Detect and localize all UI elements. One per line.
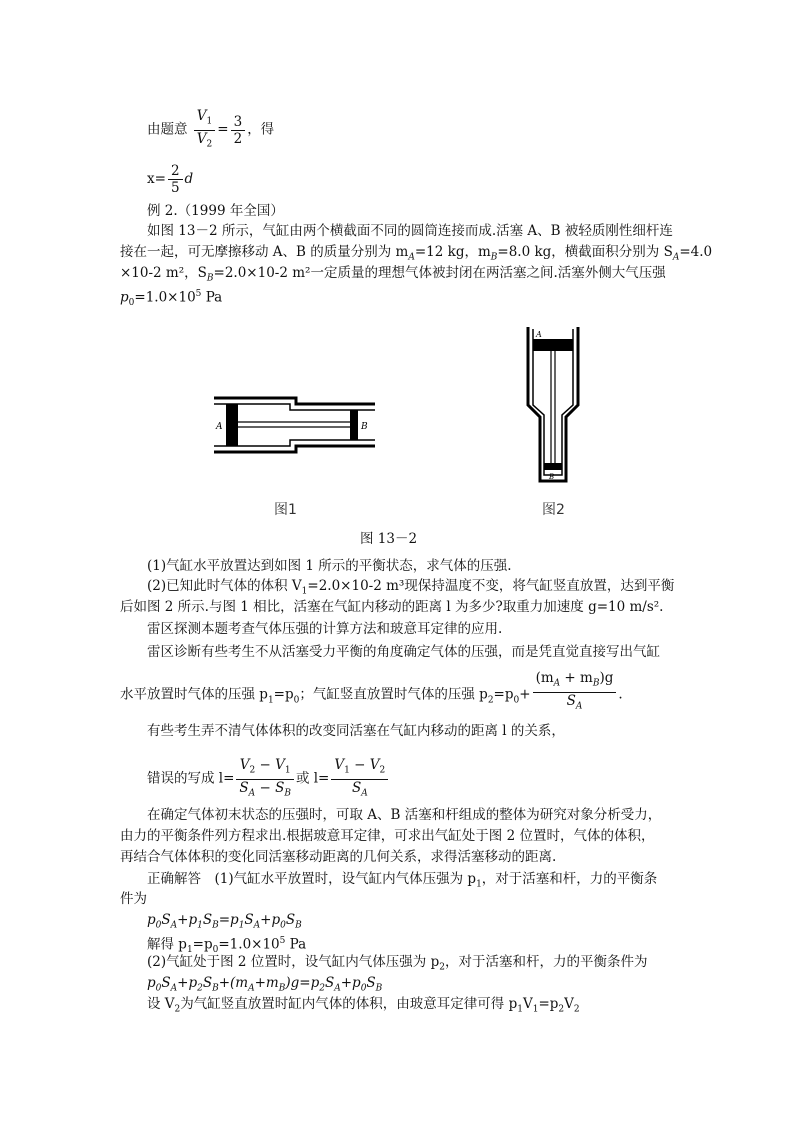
solution-line-4: 解得 $p_1=p_0=1.0\times 10^5$ Pa	[147, 936, 307, 956]
question-2-line-1: (2)已知此时气体的体积 $V_1=2.0\times 10-2$ m³现保持温度不变，将气缸竖直放置，达到平衡	[147, 578, 675, 597]
example-heading: 例 2.（1999 年全国）	[147, 203, 284, 219]
some-students-line: 有些考生弄不清气体体积的改变同活塞在气缸内移动的距离 l 的关系，	[147, 723, 565, 739]
solution-line-2: 件为	[120, 891, 147, 907]
ratio-suffix: ，得	[247, 121, 275, 138]
problem-line-2: 接在一起，可无摩擦移动 A、B 的质量分别为 $m_A=12$ kg，$m_B=8.0$ kg，横截面积分别为 $S_A=4.0$	[120, 244, 713, 263]
equation-2: $p_0S_A+p_2S_B+(m_A+m_B)g=p_2S_A+p_0S_B$	[147, 975, 383, 994]
solution-line-5: (2)气缸处于图 2 位置时，设气缸内气体压强为 $p_2$，对于活塞和杆，力的平衡条件为	[147, 954, 648, 973]
x-result-line: x= $\frac{2}{5}$ d	[147, 163, 194, 196]
ratio-line: 由题意 $\frac{V_1}{V_2}$ = $\frac{3}{2}$ ，得	[147, 108, 274, 152]
wrong-fraction-2: $\frac{V_1 - V_2}{S_A}$	[331, 757, 388, 801]
solution-line-7: 设 $V_2$为气缸竖直放置时缸内气体的体积，由玻意耳定律可得 $p_1V_1=p_2V_2$	[147, 996, 580, 1015]
figure-2-label: 图2	[542, 502, 565, 518]
wrong-fraction-1: $\frac{V_2 - V_1}{S_A - S_B}$	[236, 757, 294, 801]
problem-line-4: $p_0=1.0\times 10^5$ Pa	[120, 289, 223, 309]
trap-probe: 雷区探测本题考查气体压强的计算方法和玻意耳定律的应用.	[147, 621, 503, 637]
trap-diagnosis-line-1: 雷区诊断有些考生不从活塞受力平衡的角度确定气体的压强，而是凭直觉直接写出气缸	[147, 644, 660, 660]
establish-line-2: 由力的平衡条件列方程求出.根据玻意耳定律，可求出气缸处于图 2 位置时，气体的体积，	[120, 828, 655, 844]
svg-text:B: B	[361, 422, 368, 432]
figure-1-horizontal-cylinder	[210, 390, 380, 460]
question-1: (1)气缸水平放置达到如图 1 所示的平衡状态，求气体的压强.	[147, 558, 512, 574]
solution-line-1: 正确解答 (1)气缸水平放置时，设气缸内气体压强为 $p_1$，对于活塞和杆，力的平衡条	[147, 871, 658, 890]
x-prefix: x=	[147, 171, 166, 187]
svg-text:A: A	[536, 330, 542, 339]
establish-line-3: 再结合气体体积的变化同活塞移动距离的几何关系，求得活塞移动的距离.	[120, 849, 557, 865]
trap-diagnosis-line-2: 水平放置时气体的压强 $p_1=p_0$；气缸竖直放置时气体的压强 $p_2=p_0+$ $\frac{(m_A + m_B)g}{S_A}$ .	[120, 670, 623, 714]
problem-line-3: ×10-2 m²，$S_B=2.0\times 10-2$ m²一定质量的理想气体被封闭在两活塞之间.活塞外侧大气压强	[120, 265, 666, 284]
ratio-prefix: 由题意	[147, 121, 188, 138]
pressure-fraction: $\frac{(m_A + m_B)g}{S_A}$	[533, 670, 617, 714]
figure-2-vertical-cylinder	[522, 325, 584, 485]
svg-text:A: A	[216, 422, 223, 432]
figure-caption: 图 13－2	[360, 531, 418, 547]
three-halves-fraction: $\frac{3}{2}$	[231, 114, 246, 147]
equation-1: $p_0S_A+p_1S_B=p_1S_A+p_0S_B$	[147, 912, 302, 931]
figure-1-label: 图1	[274, 502, 297, 518]
v-ratio-fraction: $\frac{V_1}{V_2}$	[194, 108, 215, 152]
question-2-line-2: 后如图 2 所示.与图 1 相比，活塞在气缸内移动的距离 l 为多少?取重力加速度 g=10 m/s².	[120, 599, 664, 615]
establish-line-1: 在确定气体初末状态的压强时，可取 A、B 活塞和杆组成的整体为研究对象分析受力，	[147, 807, 662, 823]
wrong-formula-line: 错误的写成 l= $\frac{V_2 - V_1}{S_A - S_B}$ 或 l= $\frac{V_1 - V_2}{S_A}$	[147, 757, 390, 801]
svg-text:B: B	[549, 473, 555, 481]
problem-line-1: 如图 13－2 所示，气缸由两个横截面不同的圆筒连接而成.活塞 A、B 被轻质刚性细杆连	[147, 223, 673, 239]
two-fifths-fraction: $\frac{2}{5}$	[168, 163, 183, 196]
